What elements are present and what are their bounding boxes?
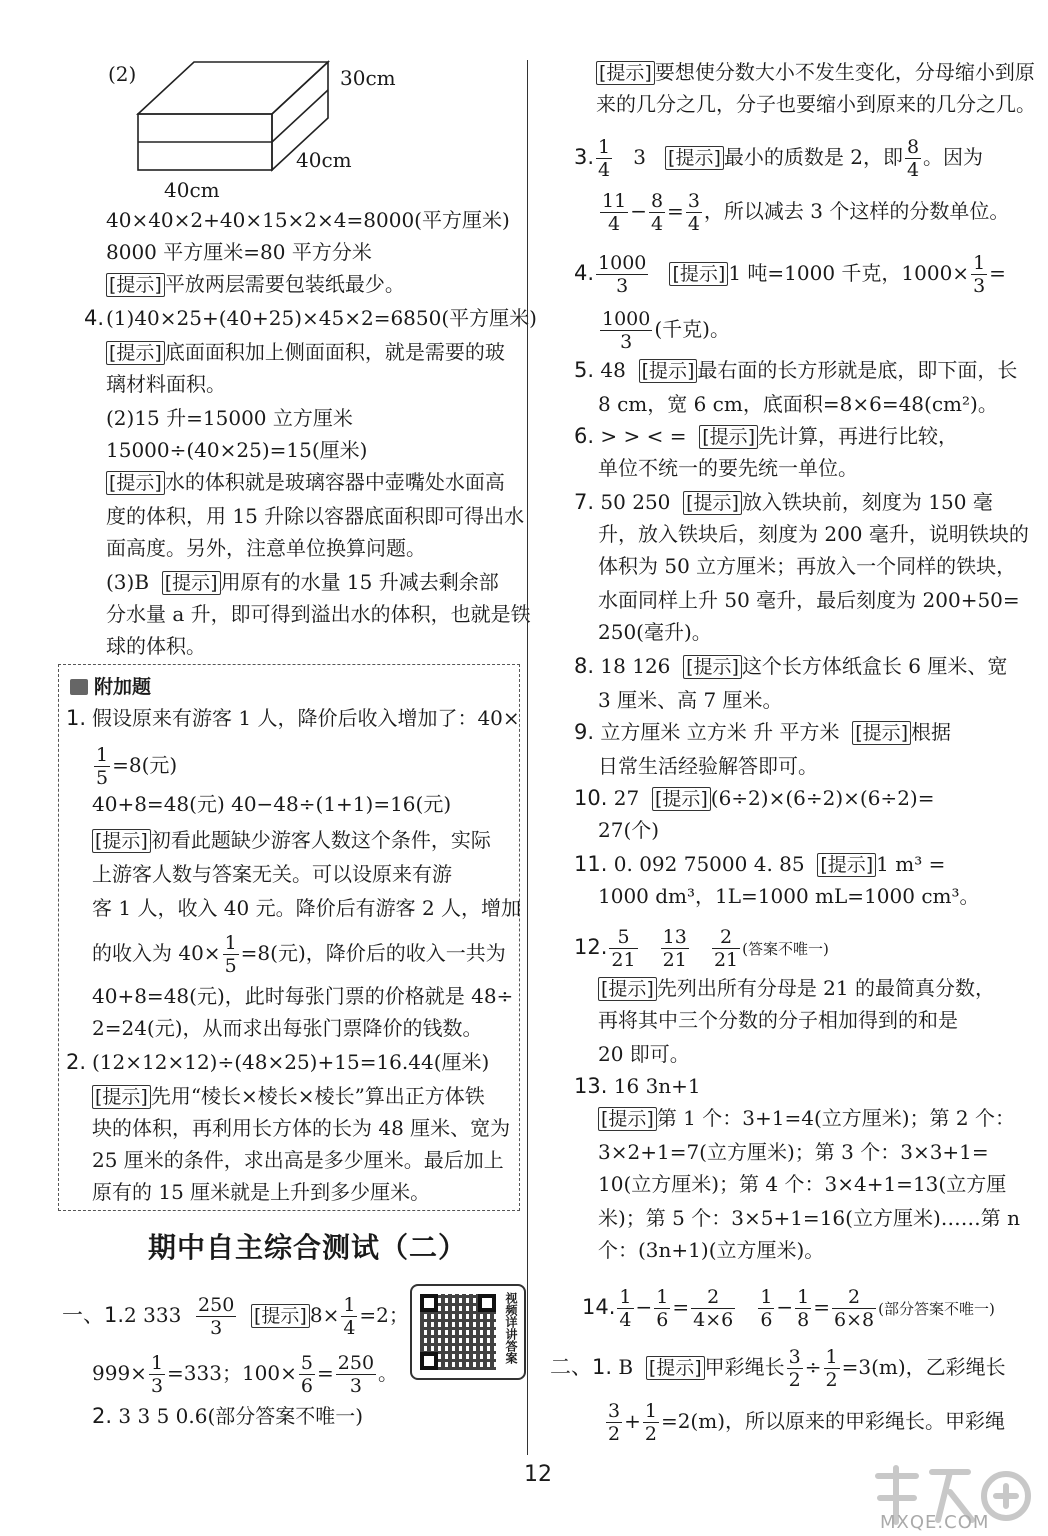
fraction: $\frac{1}{6}$ [760,1286,773,1331]
fraction: $\frac{8}{4}$ [650,190,664,235]
hint-text: = [317,1361,334,1385]
operator: + [624,1409,641,1433]
hint-text: 先计算，再进行比较， [758,424,959,448]
fraction: $\frac{1}{5}$ [96,744,109,789]
answer-text: 3 [633,145,646,169]
calc-line: 40×40×2+40×15×2×4=8000(平方厘米) [106,208,510,232]
fraction: $\frac{1}{2}$ [825,1346,838,1391]
question-number: 2. [92,1404,113,1428]
question-number: 二、1. [550,1355,613,1379]
hint-text: 甲彩绳长 [704,1355,785,1379]
answer-line: (1)40×25+(40+25)×45×2=6850(平方厘米) [106,306,537,330]
book-icon [70,679,88,695]
dim-height: 30cm [340,66,396,90]
hint-text: 8× [309,1303,340,1327]
column-divider [527,60,528,1455]
question-number: 一、1. [62,1303,125,1327]
answer-text: 3 3 5 0.6(部分答案不唯一) [118,1404,364,1428]
answer-line: 假设原来有游客 1 人，降价后收入增加了：40× [92,706,520,730]
fraction: $\frac{1}{5}$ [224,932,237,977]
question-number: 1. [66,706,87,730]
question-number: 8. [574,654,595,678]
hint-tag: [提示] [92,1085,151,1109]
hint-text: 2=24(元)，从而求出每张门票降价的钱数。 [92,1016,483,1040]
watermark-text: MXQE.COM [880,1512,990,1533]
hint-text: 最小的质数是 2，即 [723,145,903,169]
hint-tag: [提示] [106,471,165,495]
fraction: $\frac{1}{4}$ [598,136,611,181]
hint-text: 1 m³ = [876,852,946,876]
hint-text: =3(m)，乙彩绳长 [841,1355,1006,1379]
hint-text: 上游客人数与答案无关。可以设原来有游 [92,862,452,886]
hint-tag: [提示] [598,977,657,1001]
answer-note: (答案不唯一) [742,940,829,958]
fraction: $\frac{1}{3}$ [150,1352,164,1397]
fraction: $\frac{1000}{3}$ [598,252,647,297]
hint-text: 水的体积就是玻璃容器中壶嘴处水面高 [164,470,505,494]
fraction: $\frac{11}{4}$ [602,190,627,235]
question-number: 11. [574,852,608,876]
hint-text: 。因为 [923,145,984,169]
hint-tag: [提示] [683,655,742,679]
hint-text: 个：(3n+1)(立方厘米)。 [598,1238,825,1262]
answer-text: 27 [613,786,640,810]
hint-text: 999× [92,1361,147,1385]
hint-text: 原有的 15 厘米就是上升到多少厘米。 [92,1180,431,1204]
page-number: 12 [524,1462,552,1487]
hint-text: 用原有的水量 15 升减去剩余部 [220,570,499,594]
hint-text: 先用“棱长×棱长×棱长”算出正方体铁 [150,1084,485,1108]
question-number: 4. [574,261,595,285]
question-number: 10. [574,786,608,810]
hint-tag: [提示] [106,341,165,365]
hint-text: (6÷2)×(6÷2)×(6÷2)= [710,786,935,810]
question-number: 5. [574,358,595,382]
hint-text: 25 厘米的条件，求出高是多少厘米。最后加上 [92,1148,504,1172]
hint-text: 日常生活经验解答即可。 [598,754,818,778]
hint-text: =2(m)，所以原来的甲彩绳长。甲彩绳 [660,1409,1006,1433]
fraction: $\frac{1}{4}$ [343,1294,356,1339]
question-number: 9. [574,720,595,744]
operator: = [989,261,1006,285]
hint-text: 250(毫升)。 [598,620,712,644]
operator: = [813,1295,831,1319]
hint-tag: [提示] [598,1107,657,1131]
answer-text: > > < = [600,424,687,448]
hint-tag: [提示] [852,721,911,745]
fraction: $\frac{1}{6}$ [656,1286,669,1331]
fraction: $\frac{1}{4}$ [619,1286,632,1331]
hint-text: 先列出所有分母是 21 的最简真分数， [656,976,995,1000]
question-number: 2. [66,1050,87,1074]
hint-text: 这个长方体纸盒长 6 厘米、宽 [741,654,1008,678]
fraction: $\frac{250}{3}$ [198,1294,235,1339]
answer-text: 16 3n+1 [613,1074,701,1098]
calc-line: 8000 平方厘米=80 平方分米 [106,240,372,264]
qr-finder [420,1352,438,1370]
answer-text: =8(元) [112,753,178,777]
answer-line: 40+8=48(元) 40−48÷(1+1)=16(元) [92,792,452,816]
fraction: $\frac{250}{3}$ [337,1352,375,1397]
hint-text: 1 吨=1000 千克，1000× [728,261,970,285]
dim-depth: 40cm [296,148,352,172]
hint-text: 根据 [911,720,952,744]
hint-tag: [提示] [639,359,698,383]
hint-text: 平放两层需要包装纸最少。 [164,272,405,296]
hint-tag: [提示] [683,491,742,515]
hint-tag: [提示] [665,146,724,170]
qr-label: 视频详讲答案 [504,1292,518,1364]
fraction: $\frac{2}{4\times 6}$ [693,1286,734,1331]
qr-finder [478,1294,496,1312]
hint-text: =333；100× [167,1361,297,1385]
hint-text: 璃材料面积。 [106,372,226,396]
extra-section-title: 附加题 [70,672,151,699]
figure-label: (2) [108,62,137,86]
hint-text: ，所以减去 3 个这样的分数单位。 [703,199,1010,223]
hint-tag: [提示] [596,61,655,85]
fraction: $\frac{1}{2}$ [644,1400,657,1445]
qr-code[interactable] [410,1284,526,1380]
answer-text: 48 [600,358,626,382]
operator: − [630,199,647,223]
question-number: 6. [574,424,595,448]
hint-text: 块的体积，再利用长方体的长为 48 厘米、宽为 [92,1116,511,1140]
question-number: 12. [574,935,608,959]
answer-line: (12×12×12)÷(48×25)+15=16.44(厘米) [92,1050,490,1074]
hint-text: 10(立方厘米)；第 4 个：3×4+1=13(立方厘 [598,1172,1007,1196]
qr-finder [420,1294,438,1312]
hint-text: 。 [378,1361,399,1385]
answer-text: B [618,1355,634,1379]
operator: = [672,1295,690,1319]
dim-width: 40cm [164,178,220,202]
hint-text: 最右面的长方形就是底，即下面，长 [697,358,1018,382]
hint-text: 再将其中三个分数的分子相加得到的和是 [598,1008,958,1032]
fraction: $\frac{2}{6\times 8}$ [834,1286,875,1331]
answer-line: (2)15 升=15000 立方厘米 [106,406,353,430]
hint-tag: [提示] [817,853,876,877]
answer-text: 0. 092 75000 4. 85 [613,852,805,876]
answer-line: 15000÷(40×25)=15(厘米) [106,438,368,462]
hint-tag: [提示] [699,425,758,449]
hint-text: 1000 dm³，1L=1000 mL=1000 cm³。 [598,884,980,908]
hint-tag: [提示] [92,829,151,853]
hint-text: 的收入为 40× [92,941,221,965]
answer-text: 50 250 [600,490,671,514]
answer-note: (部分答案不唯一) [878,1300,995,1318]
fraction: $\frac{5}{21}$ [611,926,636,971]
hint-text: 放入铁块前，刻度为 150 毫 [741,490,993,514]
hint-tag: [提示] [106,273,165,297]
fraction: $\frac{13}{21}$ [662,926,687,971]
section-title: 期中自主综合测试（二） [148,1231,468,1264]
hint-tag: [提示] [162,571,221,595]
fraction: $\frac{1}{8}$ [797,1286,810,1331]
hint-text: 分水量 a 升，即可得到溢出水的体积，也就是铁 [106,602,531,626]
operator: − [635,1295,653,1319]
hint-text: 3×2+1=7(立方厘米)；第 3 个：3×3+1= [598,1140,989,1164]
hint-text: 底面面积加上侧面面积，就是需要的玻 [164,340,505,364]
hint-text: 升，放入铁块后，刻度为 200 毫升，说明铁块的 [598,522,1029,546]
fraction: $\frac{3}{2}$ [608,1400,621,1445]
answer-text: 2 333 [124,1303,182,1327]
hint-tag: [提示] [669,262,728,286]
answer-text: 立方厘米 立方米 升 平方米 [600,720,840,744]
hint-text: 球的体积。 [106,634,206,658]
hint-text: 要想使分数大小不发生变化，分母缩小到原 [654,60,1035,84]
hint-text: 40+8=48(元)，此时每张门票的价格就是 48÷ [92,984,514,1008]
hint-text: =8(元)，降价后的收入一共为 [240,941,506,965]
answer-text: 18 126 [600,654,671,678]
question-number: 13. [574,1074,608,1098]
hint-text: (千克)。 [654,317,730,341]
operator: = [667,199,684,223]
hint-text: 8 cm，宽 6 cm，底面积=8×6=48(cm²)。 [598,392,998,416]
question-number: 7. [574,490,595,514]
answer-text: (3)B [106,570,150,594]
hint-text: 单位不统一的要先统一单位。 [598,456,858,480]
hint-text: 第 1 个：3+1=4(立方厘米)；第 2 个： [656,1106,1016,1130]
question-number: 14. [582,1295,616,1319]
fraction: $\frac{3}{2}$ [788,1346,801,1391]
hint-text: =2； [359,1303,409,1327]
operator: − [776,1295,794,1319]
operator: ÷ [804,1355,822,1379]
hint-text: 米)；第 5 个：3×5+1=16(立方厘米)……第 n [598,1206,1020,1230]
hint-text: 客 1 人，收入 40 元。降价后有游客 2 人，增加 [92,896,522,920]
hint-text: 初看此题缺少游客人数这个条件，实际 [150,828,491,852]
hint-tag: [提示] [652,787,711,811]
hint-text: 面高度。另外，注意单位换算问题。 [106,536,426,560]
question-number: 3. [574,145,595,169]
fraction: $\frac{3}{4}$ [687,190,700,235]
hint-text: 27(个) [598,818,660,842]
hint-text: 20 即可。 [598,1042,690,1066]
hint-text: 3 厘米、高 7 厘米。 [598,688,783,712]
hint-text: 水面同样上升 50 毫升，最后刻度为 200+50= [598,588,1020,612]
fraction: $\frac{2}{21}$ [713,926,739,971]
hint-text: 度的体积，用 15 升除以容器底面积即可得出水 [106,504,525,528]
fraction: $\frac{1}{3}$ [973,252,986,297]
hint-tag: [提示] [646,1356,705,1380]
hint-text: 体积为 50 立方厘米；再放入一个同样的铁块， [598,554,1017,578]
hint-text: 来的几分之几，分子也要缩小到原来的几分之几。 [596,92,1036,116]
question-number: 4. [84,306,105,330]
fraction: $\frac{1000}{3}$ [602,308,651,353]
fraction: $\frac{8}{4}$ [906,136,920,181]
hint-tag: [提示] [251,1304,310,1328]
fraction: $\frac{5}{6}$ [300,1352,313,1397]
